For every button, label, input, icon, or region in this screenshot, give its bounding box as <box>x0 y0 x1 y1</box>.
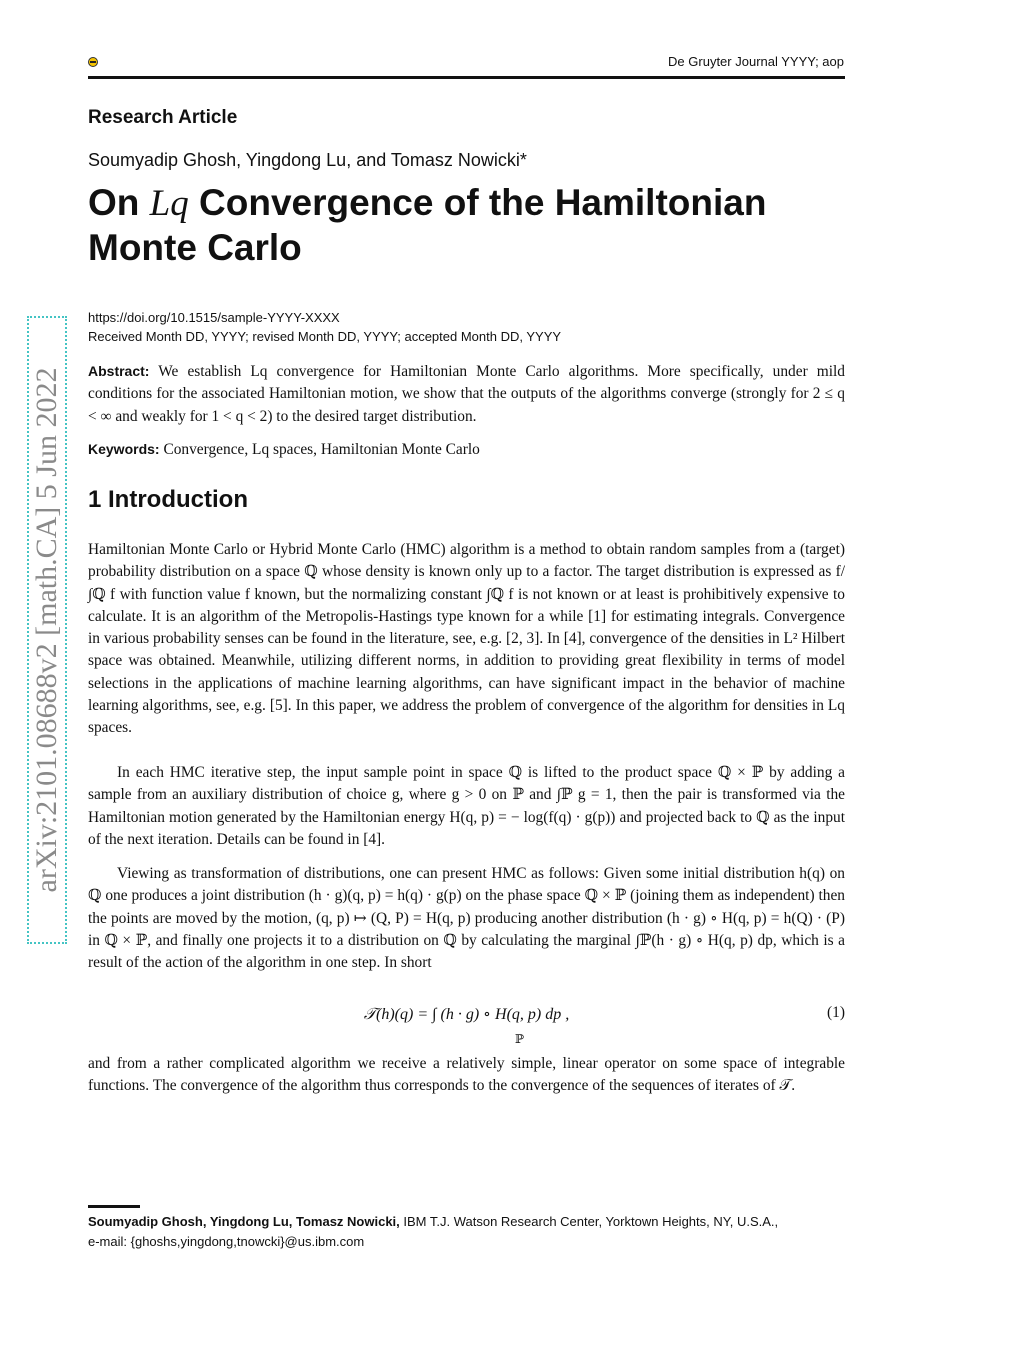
section-heading-introduction: 1 Introduction <box>88 486 248 513</box>
footnote-affiliation: IBM T.J. Watson Research Center, Yorktown Heights, NY, U.S.A., <box>399 1214 779 1229</box>
footnote-rule <box>88 1205 140 1208</box>
intro-paragraph-2: In each HMC iterative step, the input sample point in space ℚ is lifted to the product space ℚ × ℙ by adding a sample from an auxiliary distribution of choice g, where g > 0 on ℙ and ∫ℙ g = 1, then the pair is transformed via the Hamiltonian motion generated by the Hamiltonian energy H(q, p) = − log(f(q) · g(p)) and projected back to ℚ as the input of the next iteration. Details can be found in [4]. <box>88 764 845 848</box>
paper-title <box>88 181 845 270</box>
keywords-label: Keywords: <box>88 441 160 457</box>
footnote-names: Soumyadip Ghosh, Yingdong Lu, Tomasz Nowicki, <box>88 1214 400 1229</box>
keywords-text: Convergence, Lq spaces, Hamiltonian Monte Carlo <box>163 441 480 458</box>
author-footnote <box>88 1212 845 1252</box>
arxiv-identifier: arXiv:2101.08688v2 [math.CA] 5 Jun 2022 <box>30 367 63 893</box>
article-type: Research Article <box>88 107 238 128</box>
header-rule <box>88 76 845 79</box>
abstract <box>88 360 845 428</box>
received-dates: Received Month DD, YYYY; revised Month DD, YYYY; accepted Month DD, YYYY <box>88 329 562 344</box>
doi-link[interactable]: https://doi.org/10.1515/sample-YYYY-XXXX <box>88 310 340 325</box>
intro-paragraph-4: and from a rather complicated algorithm we receive a relatively simple, linear operator on some space of integrable functions. The convergence of the algorithm thus corresponds to the convergence of the sequences of iterates of 𝒯. <box>88 1055 845 1095</box>
keywords <box>88 438 845 461</box>
equation-integral-domain: ℙ <box>515 1032 525 1046</box>
equation-number: (1) <box>827 1004 845 1021</box>
title-prefix: On <box>88 182 150 223</box>
arxiv-stamp[interactable] <box>27 316 67 944</box>
intro-paragraph-1: Hamiltonian Monte Carlo or Hybrid Monte Carlo (HMC) algorithm is a method to obtain random samples from a (target) probability distribution on a space ℚ whose density is known only up to a factor. The target distribution is expressed as f/ ∫ℚ f with function value f known, but the normalizing constant ∫ℚ f is not known or at least is prohibitively expensive to calculate. It is an algorithm of the Metropolis-Hastings type known for a while [1] for estimating integrals. Convergence in various probability senses can be found in the literature, see, e.g. [2, 3]. In [4], convergence of the densities in L² Hilbert space was obtained. Meanwhile, utilizing different norms, in addition to providing great flexibility in terms of model selections in the applications of machine learning algorithms, can have significant impact in the behavior of machine learning algorithms, see, e.g. [5]. In this paper, we address the problem of convergence of the algorithm for densities in Lq spaces. <box>88 541 845 737</box>
footnote-email[interactable]: e-mail: {ghoshs,yingdong,tnowcki}@us.ibm.com <box>88 1234 365 1249</box>
title-math: Lq <box>149 183 189 224</box>
title-suffix: Convergence of the Hamiltonian Monte Carlo <box>88 182 767 268</box>
equation-body: 𝒯(h)(q) = ∫ (h · g) ∘ H(q, p) dp , <box>363 1006 570 1023</box>
equation-1 <box>88 1000 845 1048</box>
author-list: Soumyadip Ghosh, Yingdong Lu, and Tomasz Nowicki* <box>88 150 527 170</box>
intro-paragraph-3: Viewing as transformation of distributions, one can present HMC as follows: Given some initial distribution h(q) on ℚ one produces a joint distribution (h · g)(q, p) = h(q) · g(p) on the phase space ℚ × ℙ (joining them as independent) then the points are moved by the motion, (q, p) ↦ (Q, P) = H(q, p) producing another distribution (h · g) ∘ H(q, p) = h(Q) · (P) in ℚ × ℙ, and finally one projects it to a distribution on ℚ by calculating the marginal ∫ℙ(h · g) ∘ H(q, p) dp, which is a result of the action of the algorithm in one step. In short <box>88 865 845 972</box>
abstract-text: We establish Lq convergence for Hamiltonian Monte Carlo algorithms. More specifically, under mild conditions for the associated Hamiltonian motion, we show that the outputs of the algorithms converge (strongly for 2 ≤ q < ∞ and weakly for 1 < q < 2) to the desired target distribution. <box>88 363 845 425</box>
abstract-label: Abstract: <box>88 363 150 379</box>
degruyter-logo-icon <box>88 57 98 67</box>
journal-name: De Gruyter Journal YYYY; aop <box>668 54 844 69</box>
